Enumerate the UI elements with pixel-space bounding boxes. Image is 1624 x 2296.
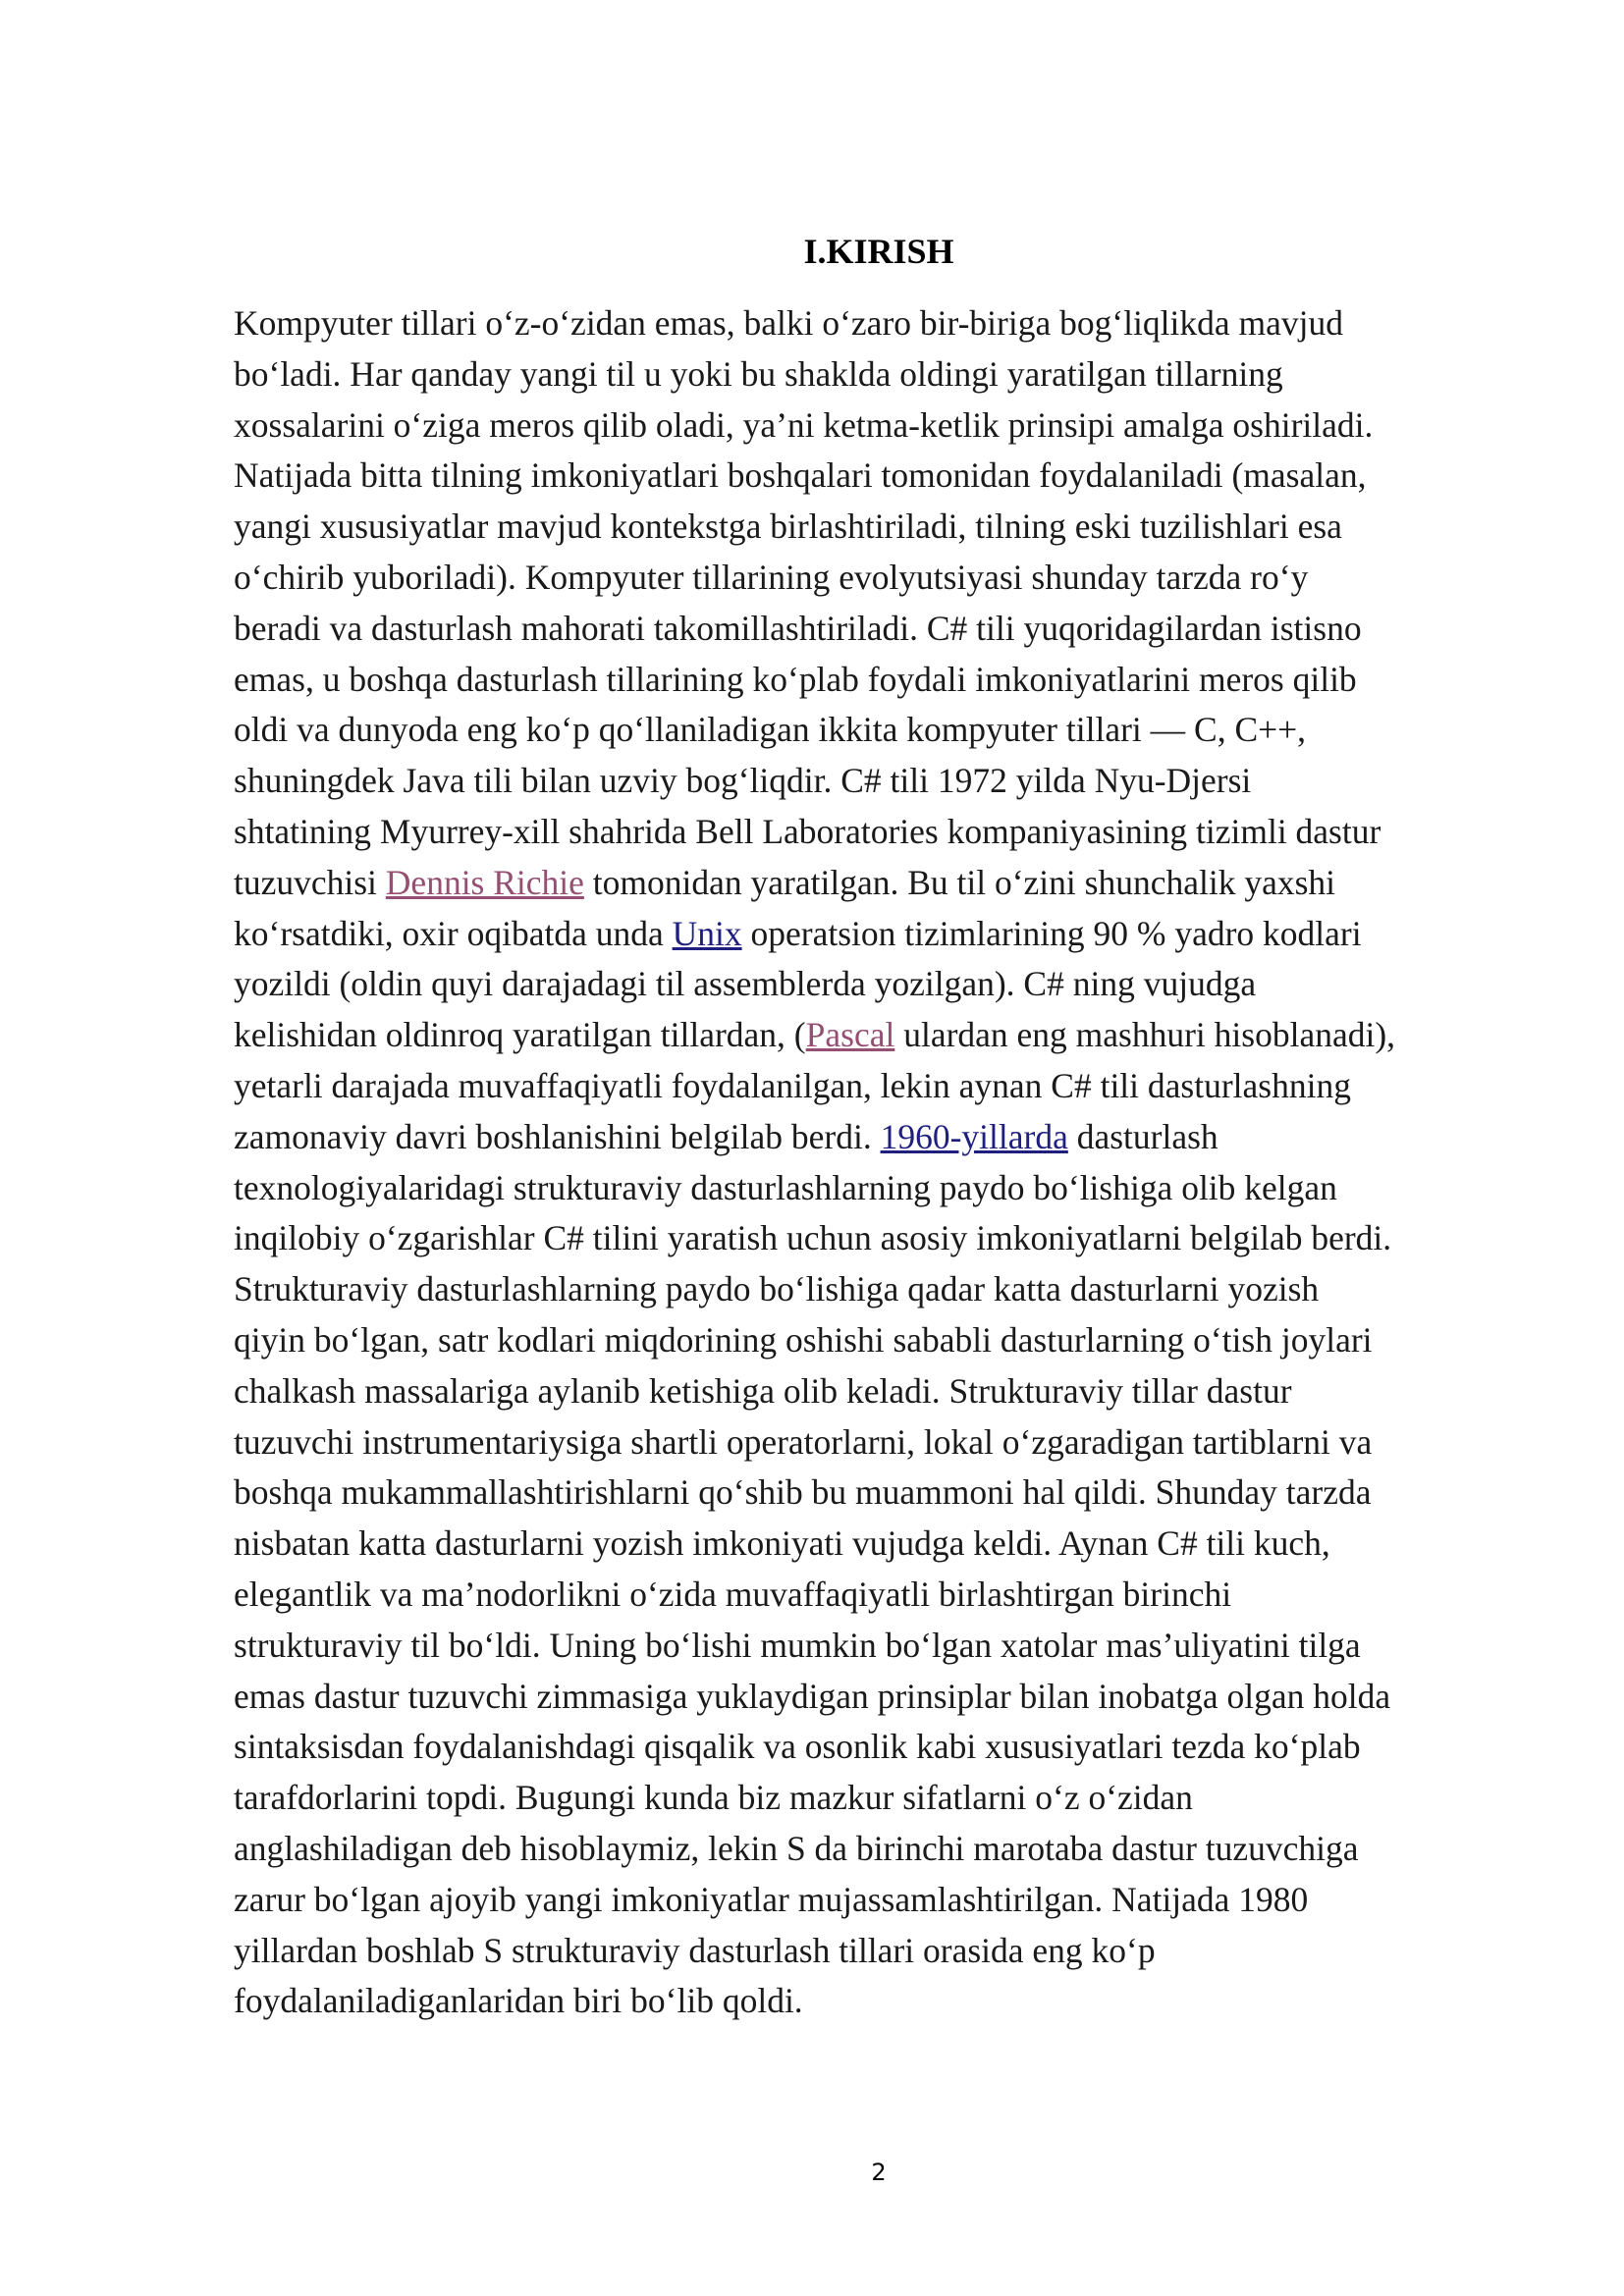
- text-line: Strukturaviy dasturlashlarning paydo bo‘lishiga qadar katta dasturlarni yozish: [234, 1269, 1320, 1309]
- text-line: oldi va dunyoda eng ko‘p qo‘llaniladigan ikkita kompyuter tillari — C, C++,: [234, 710, 1307, 750]
- text-line: foydalaniladiganlaridan biri bo‘lib qoldi.: [234, 1981, 803, 2021]
- text-line: zarur bo‘lgan ajoyib yangi imkoniyatlar mujassamlashtirilgan. Natijada 1980: [234, 1879, 1309, 1919]
- text-line: beradi va dasturlash mahorati takomillashtiriladi. C# tili yuqoridagilardan istisno: [234, 608, 1362, 648]
- text-line: o‘chirib yuboriladi). Kompyuter tillarining evolyutsiyasi shunday tarzda ro‘y: [234, 557, 1309, 597]
- text-span: dasturlash: [1067, 1116, 1218, 1156]
- page-number: 2: [871, 2159, 887, 2186]
- text-line: tarafdorlarini topdi. Bugungi kunda biz mazkur sifatlarni o‘z o‘zidan: [234, 1778, 1193, 1818]
- link-1960-yillarda[interactable]: 1960-yillarda: [880, 1116, 1068, 1156]
- text-line: boshqa mukammallashtirishlarni qo‘shib bu muammoni hal qildi. Shunday tarzda: [234, 1472, 1372, 1513]
- text-line: shuningdek Java tili bilan uzviy bog‘liqdir. C# tili 1972 yilda Nyu-Djersi: [234, 761, 1252, 801]
- text-line: texnologiyalaridagi strukturaviy dasturlashlarning paydo bo‘lishiga olib kelgan: [234, 1167, 1337, 1207]
- link-pascal[interactable]: Pascal: [805, 1015, 895, 1055]
- text-line: qiyin bo‘lgan, satr kodlari miqdorining oshishi sababli dasturlarning o‘tish joylari: [234, 1319, 1373, 1360]
- text-span: tuzuvchisi: [234, 862, 386, 902]
- text-line: sintaksisdan foydalanishdagi qisqalik va osonlik kabi xususiyatlari tezda ko‘plab: [234, 1727, 1361, 1767]
- text-line: [234, 1010, 1540, 1061]
- text-line: tuzuvchi instrumentariysiga shartli operatorlarni, lokal o‘zgaradigan tartiblarni va: [234, 1421, 1373, 1462]
- text-span: kelishidan oldinroq yaratilgan tillardan, (: [234, 1015, 806, 1055]
- text-line: emas, u boshqa dasturlash tillarining ko‘plab foydali imkoniyatlarini meros qilib: [234, 659, 1357, 699]
- text-line: yetarli darajada muvaffaqiyatli foydalanilgan, lekin aynan C# tili dasturlashning: [234, 1065, 1351, 1105]
- text-line: inqilobiy o‘zgarishlar C# tilini yaratish uchun asosiy imkoniyatlarni belgilab berdi.: [234, 1218, 1392, 1258]
- text-line: emas dastur tuzuvchi zimmasiga yuklaydigan prinsiplar bilan inobatga olgan holda: [234, 1676, 1391, 1716]
- text-line: nisbatan katta dasturlarni yozish imkoniyati vujudga keldi. Aynan C# tili kuch,: [234, 1523, 1330, 1564]
- text-span: ulardan eng mashhuri hisoblanadi),: [894, 1015, 1396, 1055]
- text-line: elegantlik va ma’nodorlikni o‘zida muvaffaqiyatli birlashtirgan birinchi: [234, 1574, 1232, 1614]
- text-line: strukturaviy til bo‘ldi. Uning bo‘lishi mumkin bo‘lgan xatolar mas’uliyatini tilga: [234, 1625, 1361, 1665]
- link-dennis-richie[interactable]: Dennis Richie: [385, 862, 584, 902]
- body-text: [234, 298, 1540, 2027]
- text-line: [234, 858, 1540, 909]
- text-line: shtatining Myurrey-xill shahrida Bell Laboratories kompaniyasining tizimli dastur: [234, 811, 1381, 851]
- text-line: [234, 1112, 1540, 1163]
- text-line: Kompyuter tillari o‘z-o‘zidan emas, balki o‘zaro bir-biriga bog‘liqlikda mavjud: [234, 303, 1344, 343]
- text-span: tomonidan yaratilgan. Bu til o‘zini shunchalik yaxshi: [583, 862, 1336, 902]
- text-line: xossalarini o‘ziga meros qilib oladi, ya’ni ketma-ketlik prinsipi amalga oshiriladi.: [234, 404, 1374, 445]
- text-line: bo‘ladi. Har qanday yangi til u yoki bu shaklda oldingi yaratilgan tillarning: [234, 353, 1283, 394]
- text-line: yozildi (oldin quyi darajadagi til assemblerda yozilgan). C# ning vujudga: [234, 964, 1257, 1004]
- section-heading: I.KIRISH: [803, 232, 954, 271]
- link-unix[interactable]: Unix: [672, 913, 742, 953]
- text-line: yangi xususiyatlar mavjud kontekstga birlashtiriladi, tilning eski tuzilishlari esa: [234, 507, 1342, 547]
- text-line: anglashiladigan deb hisoblaymiz, lekin S da birinchi marotaba dastur tuzuvchiga: [234, 1828, 1359, 1868]
- text-span: ko‘rsatdiki, oxir oqibatda unda: [234, 913, 673, 953]
- text-span: operatsion tizimlarining 90 % yadro kodlari: [741, 913, 1362, 953]
- text-line: chalkash massalariga aylanib ketishiga olib keladi. Strukturaviy tillar dastur: [234, 1370, 1292, 1411]
- text-line: yillardan boshlab S strukturaviy dasturlash tillari orasida eng ko‘p: [234, 1930, 1156, 1970]
- text-line: Natijada bitta tilning imkoniyatlari boshqalari tomonidan foydalaniladi (masalan,: [234, 455, 1367, 496]
- text-span: zamonaviy davri boshlanishini belgilab berdi.: [234, 1116, 881, 1156]
- text-line: [234, 909, 1540, 960]
